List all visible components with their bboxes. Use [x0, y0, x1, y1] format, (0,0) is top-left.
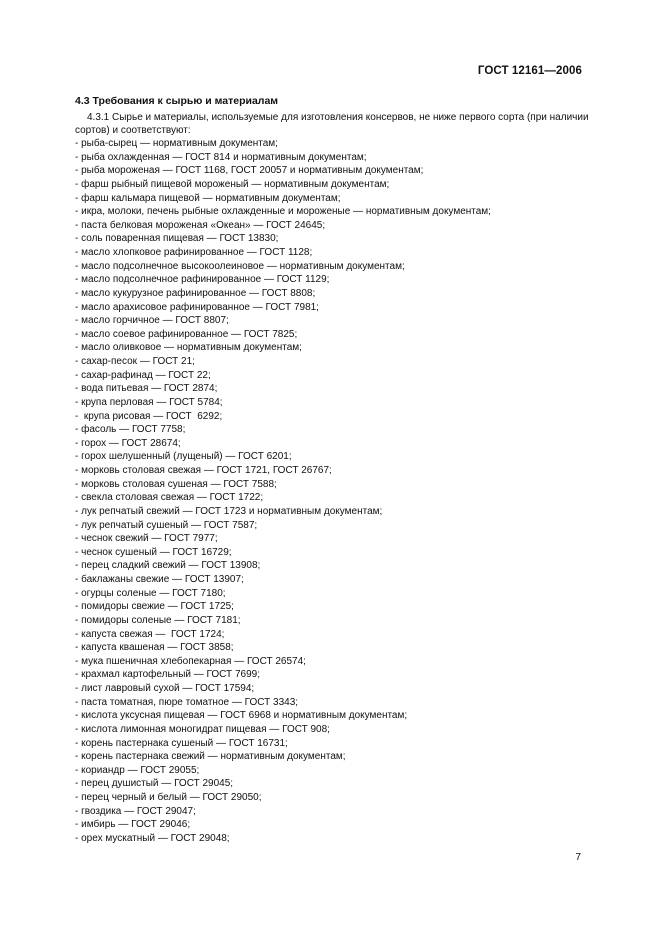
- list-item: - масло кукурузное рафинированное — ГОСТ 8808;: [75, 287, 316, 299]
- list-item: - сахар-песок — ГОСТ 21;: [75, 356, 195, 367]
- list-item: - корень пастернака сушеный — ГОСТ 16731;: [75, 737, 288, 749]
- list-item: - перец черный и белый — ГОСТ 29050;: [75, 792, 262, 803]
- list-item: - фасоль — ГОСТ 7758;: [75, 424, 186, 436]
- list-item: - морковь столовая сушеная — ГОСТ 7588;: [75, 478, 277, 490]
- page-number: 7: [575, 852, 581, 863]
- list-item: - крупа рисовая — ГОСТ 6292;: [75, 410, 223, 422]
- requirements-list: [75, 137, 491, 846]
- list-item: - кислота лимонная моногидрат пищевая — ГОСТ 908;: [75, 723, 330, 735]
- list-item: - свекла столовая свежая — ГОСТ 1722;: [75, 492, 264, 504]
- list-item: - соль поваренная пищевая — ГОСТ 13830;: [75, 233, 279, 245]
- list-item: - баклажаны свежие — ГОСТ 13907;: [75, 574, 244, 585]
- list-item: - морковь столовая свежая — ГОСТ 1721, ГОСТ 26767;: [75, 465, 332, 476]
- list-item: - мука пшеничная хлебопекарная — ГОСТ 26574;: [75, 655, 306, 667]
- list-item: - помидоры соленые — ГОСТ 7181;: [75, 614, 241, 626]
- list-item: - кислота уксусная пищевая — ГОСТ 6968 и нормативным документам;: [75, 710, 408, 722]
- list-item: - лист лавровый сухой — ГОСТ 17594;: [75, 683, 255, 694]
- list-item: - фарш рыбный пищевой мороженый — нормативным документам;: [75, 178, 390, 190]
- list-item: - горох шелушенный (лущеный) — ГОСТ 6201;: [75, 451, 292, 463]
- list-item: - рыба-сырец — нормативным документам;: [75, 138, 278, 149]
- list-item: - имбирь — ГОСТ 29046;: [75, 819, 191, 831]
- list-item: - чеснок сушеный — ГОСТ 16729;: [75, 546, 232, 558]
- list-item: - гвоздика — ГОСТ 29047;: [75, 805, 196, 817]
- list-item: - вода питьевая — ГОСТ 2874;: [75, 383, 218, 395]
- list-item: - помидоры свежие — ГОСТ 1725;: [75, 601, 234, 613]
- list-item: - лук репчатый свежий — ГОСТ 1723 и нормативным документам;: [75, 505, 383, 517]
- intro-paragraph: 4.3.1 Сырье и материалы, используемые для изготовления консервов, не ниже первого сорта (при наличии сортов) и соответствуют:: [75, 112, 589, 136]
- list-item: - рыба мороженая — ГОСТ 1168, ГОСТ 20057 и нормативным документам;: [75, 165, 424, 177]
- list-item: - капуста свежая — ГОСТ 1724;: [75, 628, 225, 640]
- list-item: - паста томатная, пюре томатное — ГОСТ 3343;: [75, 696, 299, 708]
- list-item: - масло соевое рафинированное — ГОСТ 7825;: [75, 328, 298, 340]
- list-item: - перец душистый — ГОСТ 29045;: [75, 778, 234, 790]
- list-item: - фарш кальмара пищевой — нормативным документам;: [75, 192, 341, 204]
- list-item: - паста белковая мороженая «Океан» — ГОСТ 24645;: [75, 219, 326, 231]
- list-item: - орех мускатный — ГОСТ 29048;: [75, 832, 230, 844]
- list-item: - масло подсолнечное рафинированное — ГОСТ 1129;: [75, 274, 330, 286]
- list-item: - крахмал картофельный — ГОСТ 7699;: [75, 669, 260, 681]
- list-item: - корень пастернака свежий — нормативным документам;: [75, 751, 346, 763]
- list-item: - перец сладкий свежий — ГОСТ 13908;: [75, 560, 261, 572]
- list-item: - лук репчатый сушеный — ГОСТ 7587;: [75, 519, 258, 531]
- list-item: - масло горчичное — ГОСТ 8807;: [75, 315, 229, 327]
- list-item: - сахар-рафинад — ГОСТ 22;: [75, 369, 211, 381]
- list-item: - крупа перловая — ГОСТ 5784;: [75, 396, 223, 408]
- list-item: - рыба охлажденная — ГОСТ 814 и нормативным документам;: [75, 151, 367, 163]
- list-item: - икра, молоки, печень рыбные охлажденные и мороженые — нормативным документам;: [75, 206, 491, 218]
- list-item: - масло оливковое — нормативным документам;: [75, 342, 302, 354]
- document-code-header: ГОСТ 12161—2006: [477, 65, 582, 77]
- list-item: - чеснок свежий — ГОСТ 7977;: [75, 533, 218, 545]
- list-item: - капуста квашеная — ГОСТ 3858;: [75, 642, 234, 654]
- list-item: - масло хлопковое рафинированное — ГОСТ 1128;: [75, 247, 313, 258]
- list-item: - масло арахисовое рафинированное — ГОСТ 7981;: [75, 301, 319, 313]
- list-item: - огурцы соленые — ГОСТ 7180;: [75, 587, 226, 599]
- section-title: 4.3 Требования к сырью и материалам: [75, 95, 279, 107]
- list-item: - кориандр — ГОСТ 29055;: [75, 764, 200, 776]
- list-item: - горох — ГОСТ 28674;: [75, 437, 181, 449]
- list-item: - масло подсолнечное высокоолеиновое — нормативным документам;: [75, 260, 405, 272]
